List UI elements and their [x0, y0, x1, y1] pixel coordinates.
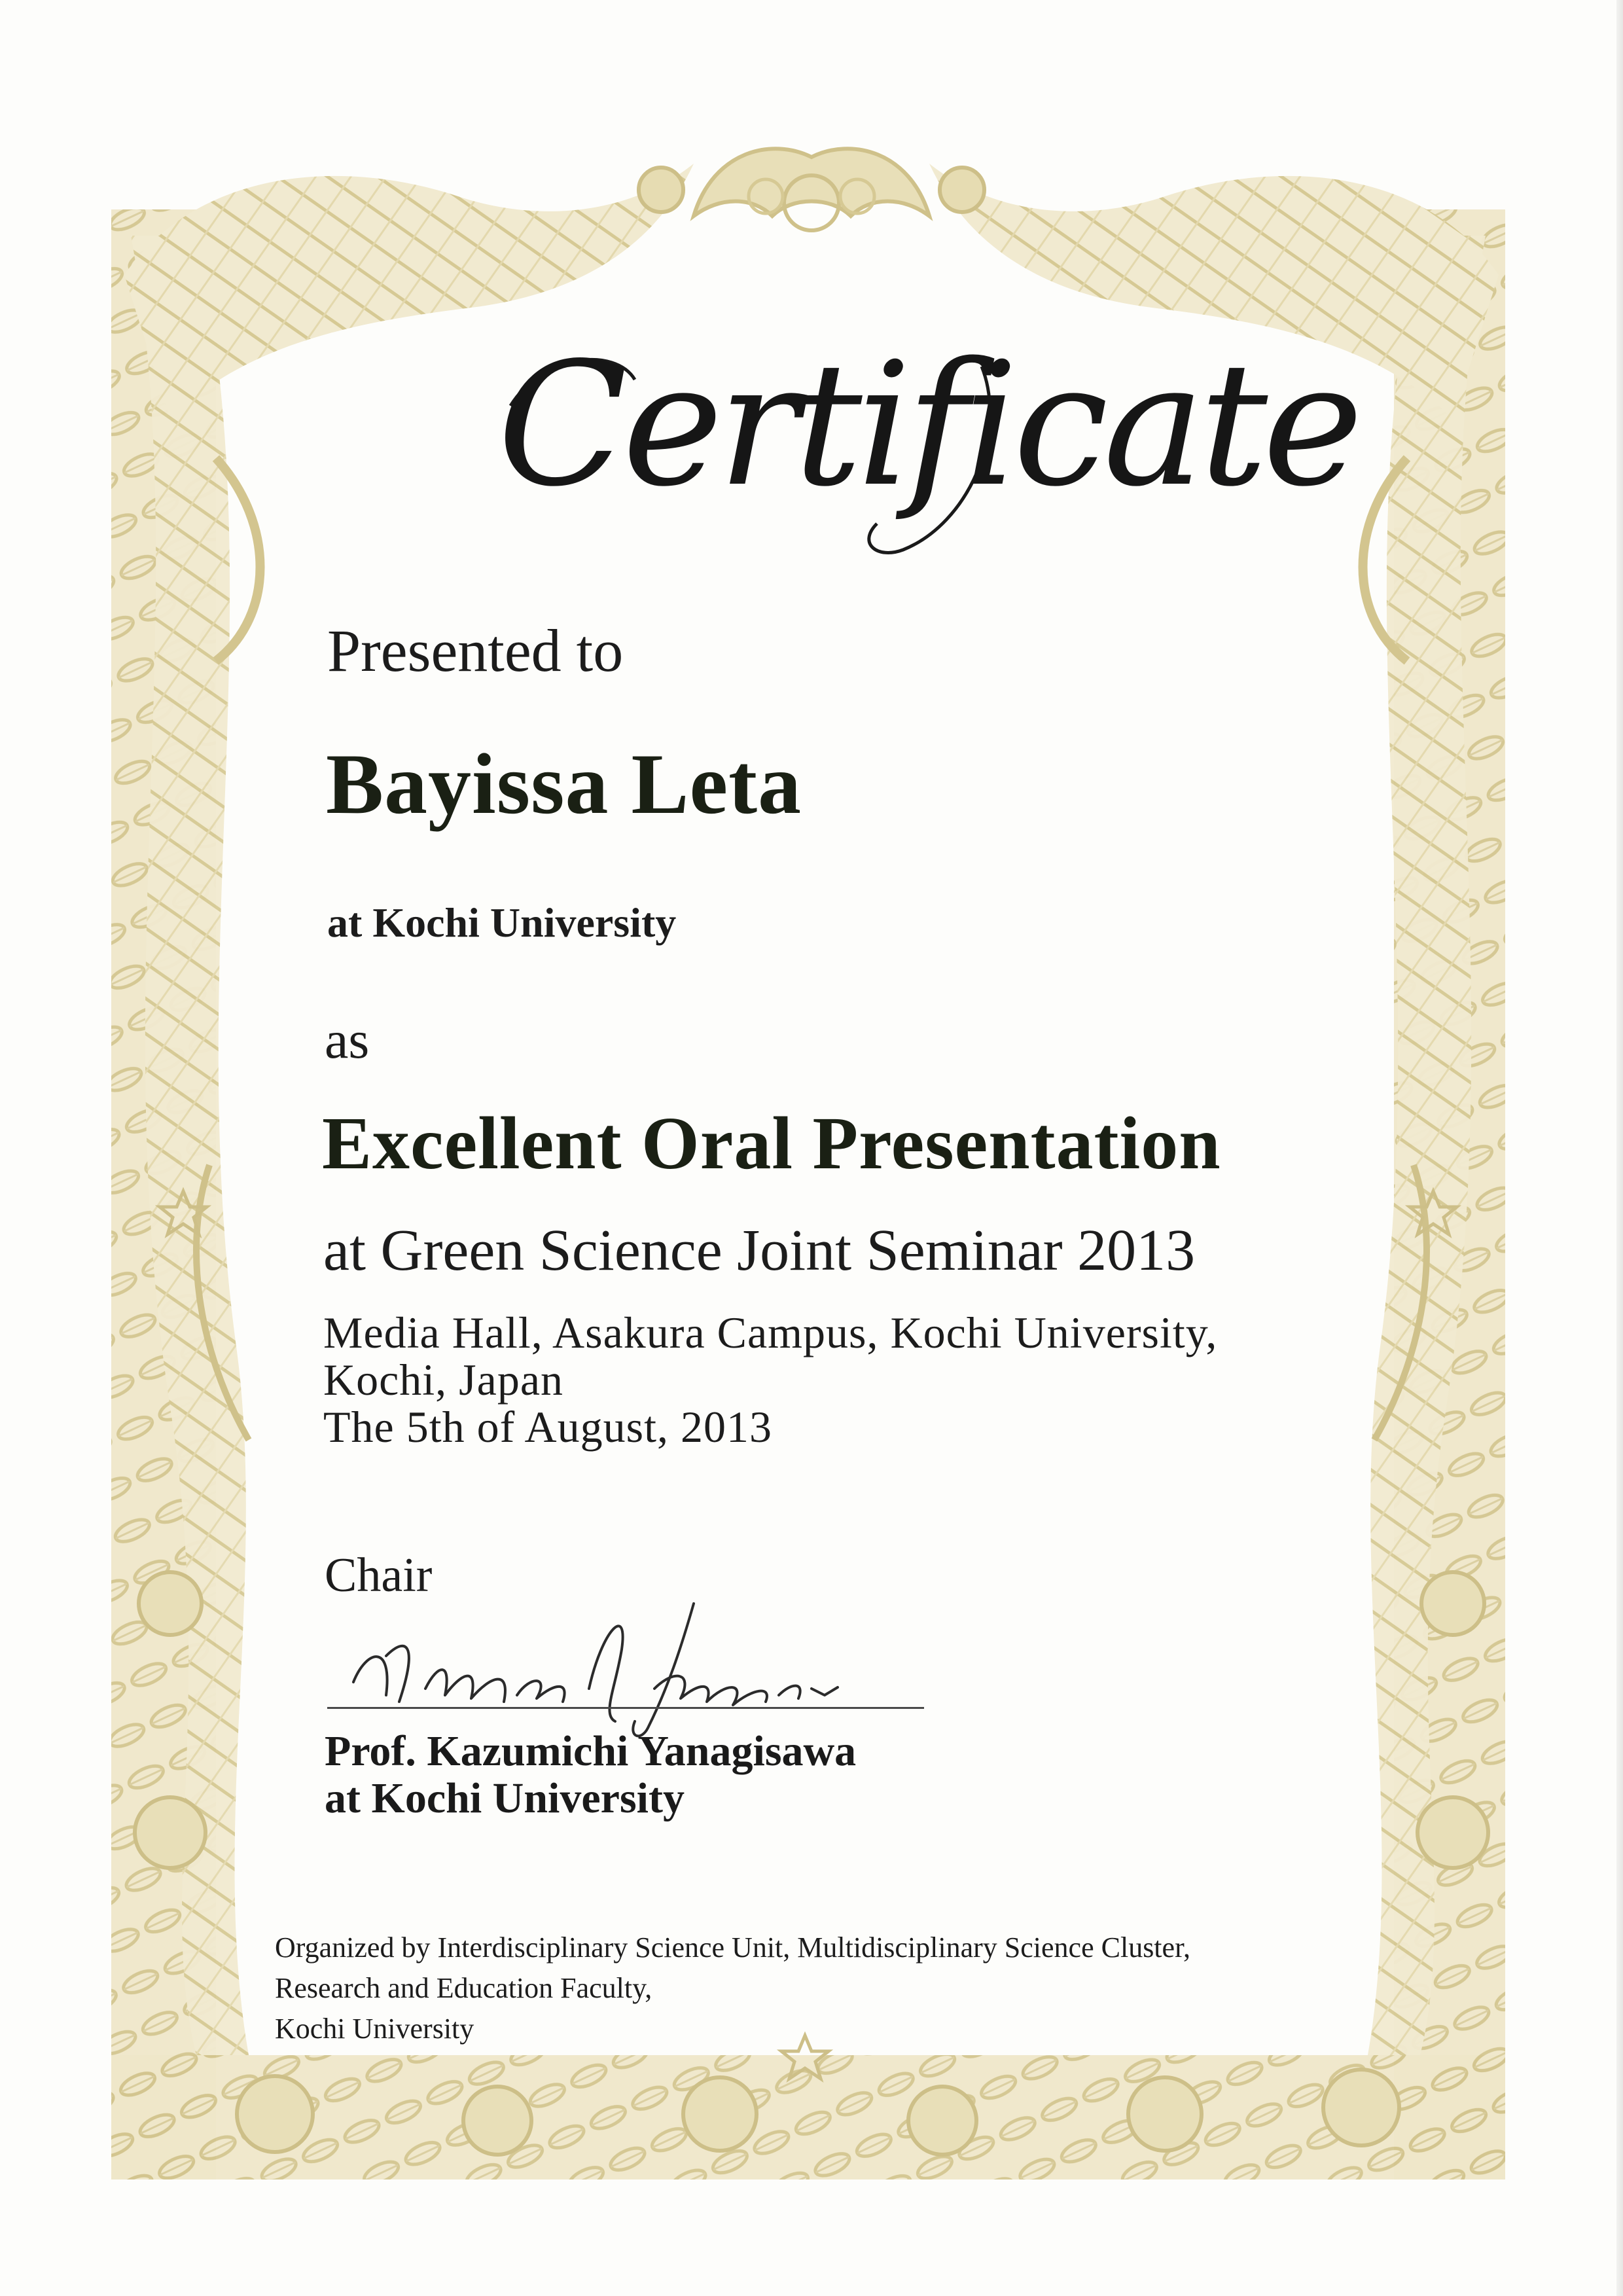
- organizer-line: Kochi University: [275, 2013, 474, 2045]
- organizer-line: Organized by Interdisciplinary Science Unit, Multidisciplinary Science Cluster,: [275, 1931, 1190, 1964]
- organizer-line: Research and Education Faculty,: [275, 1972, 652, 2004]
- signature-line: [327, 1707, 924, 1709]
- recipient-name: Bayissa Leta: [326, 736, 802, 832]
- chair-name: Prof. Kazumichi Yanagisawa: [325, 1727, 857, 1775]
- handwritten-signature-icon: [340, 1590, 929, 1748]
- certificate-title: Certificate: [497, 327, 1359, 524]
- presented-to-label: Presented to: [327, 617, 624, 684]
- as-label: as: [325, 1010, 370, 1069]
- scan-edge: [1616, 0, 1623, 2296]
- venue-line: Kochi, Japan: [323, 1355, 564, 1405]
- award-title: Excellent Oral Presentation: [322, 1102, 1221, 1185]
- venue-details: [323, 1309, 1217, 1450]
- date-line: The 5th of August, 2013: [323, 1402, 772, 1452]
- event-name: at Green Science Joint Seminar 2013: [323, 1218, 1196, 1283]
- chair-affiliation: at Kochi University: [325, 1774, 685, 1822]
- venue-line: Media Hall, Asakura Campus, Kochi University,: [323, 1308, 1218, 1357]
- organizer-block: [275, 1928, 1190, 2049]
- recipient-affiliation: at Kochi University: [327, 899, 677, 946]
- chair-label: Chair: [325, 1549, 433, 1602]
- chair-name-block: [325, 1728, 856, 1822]
